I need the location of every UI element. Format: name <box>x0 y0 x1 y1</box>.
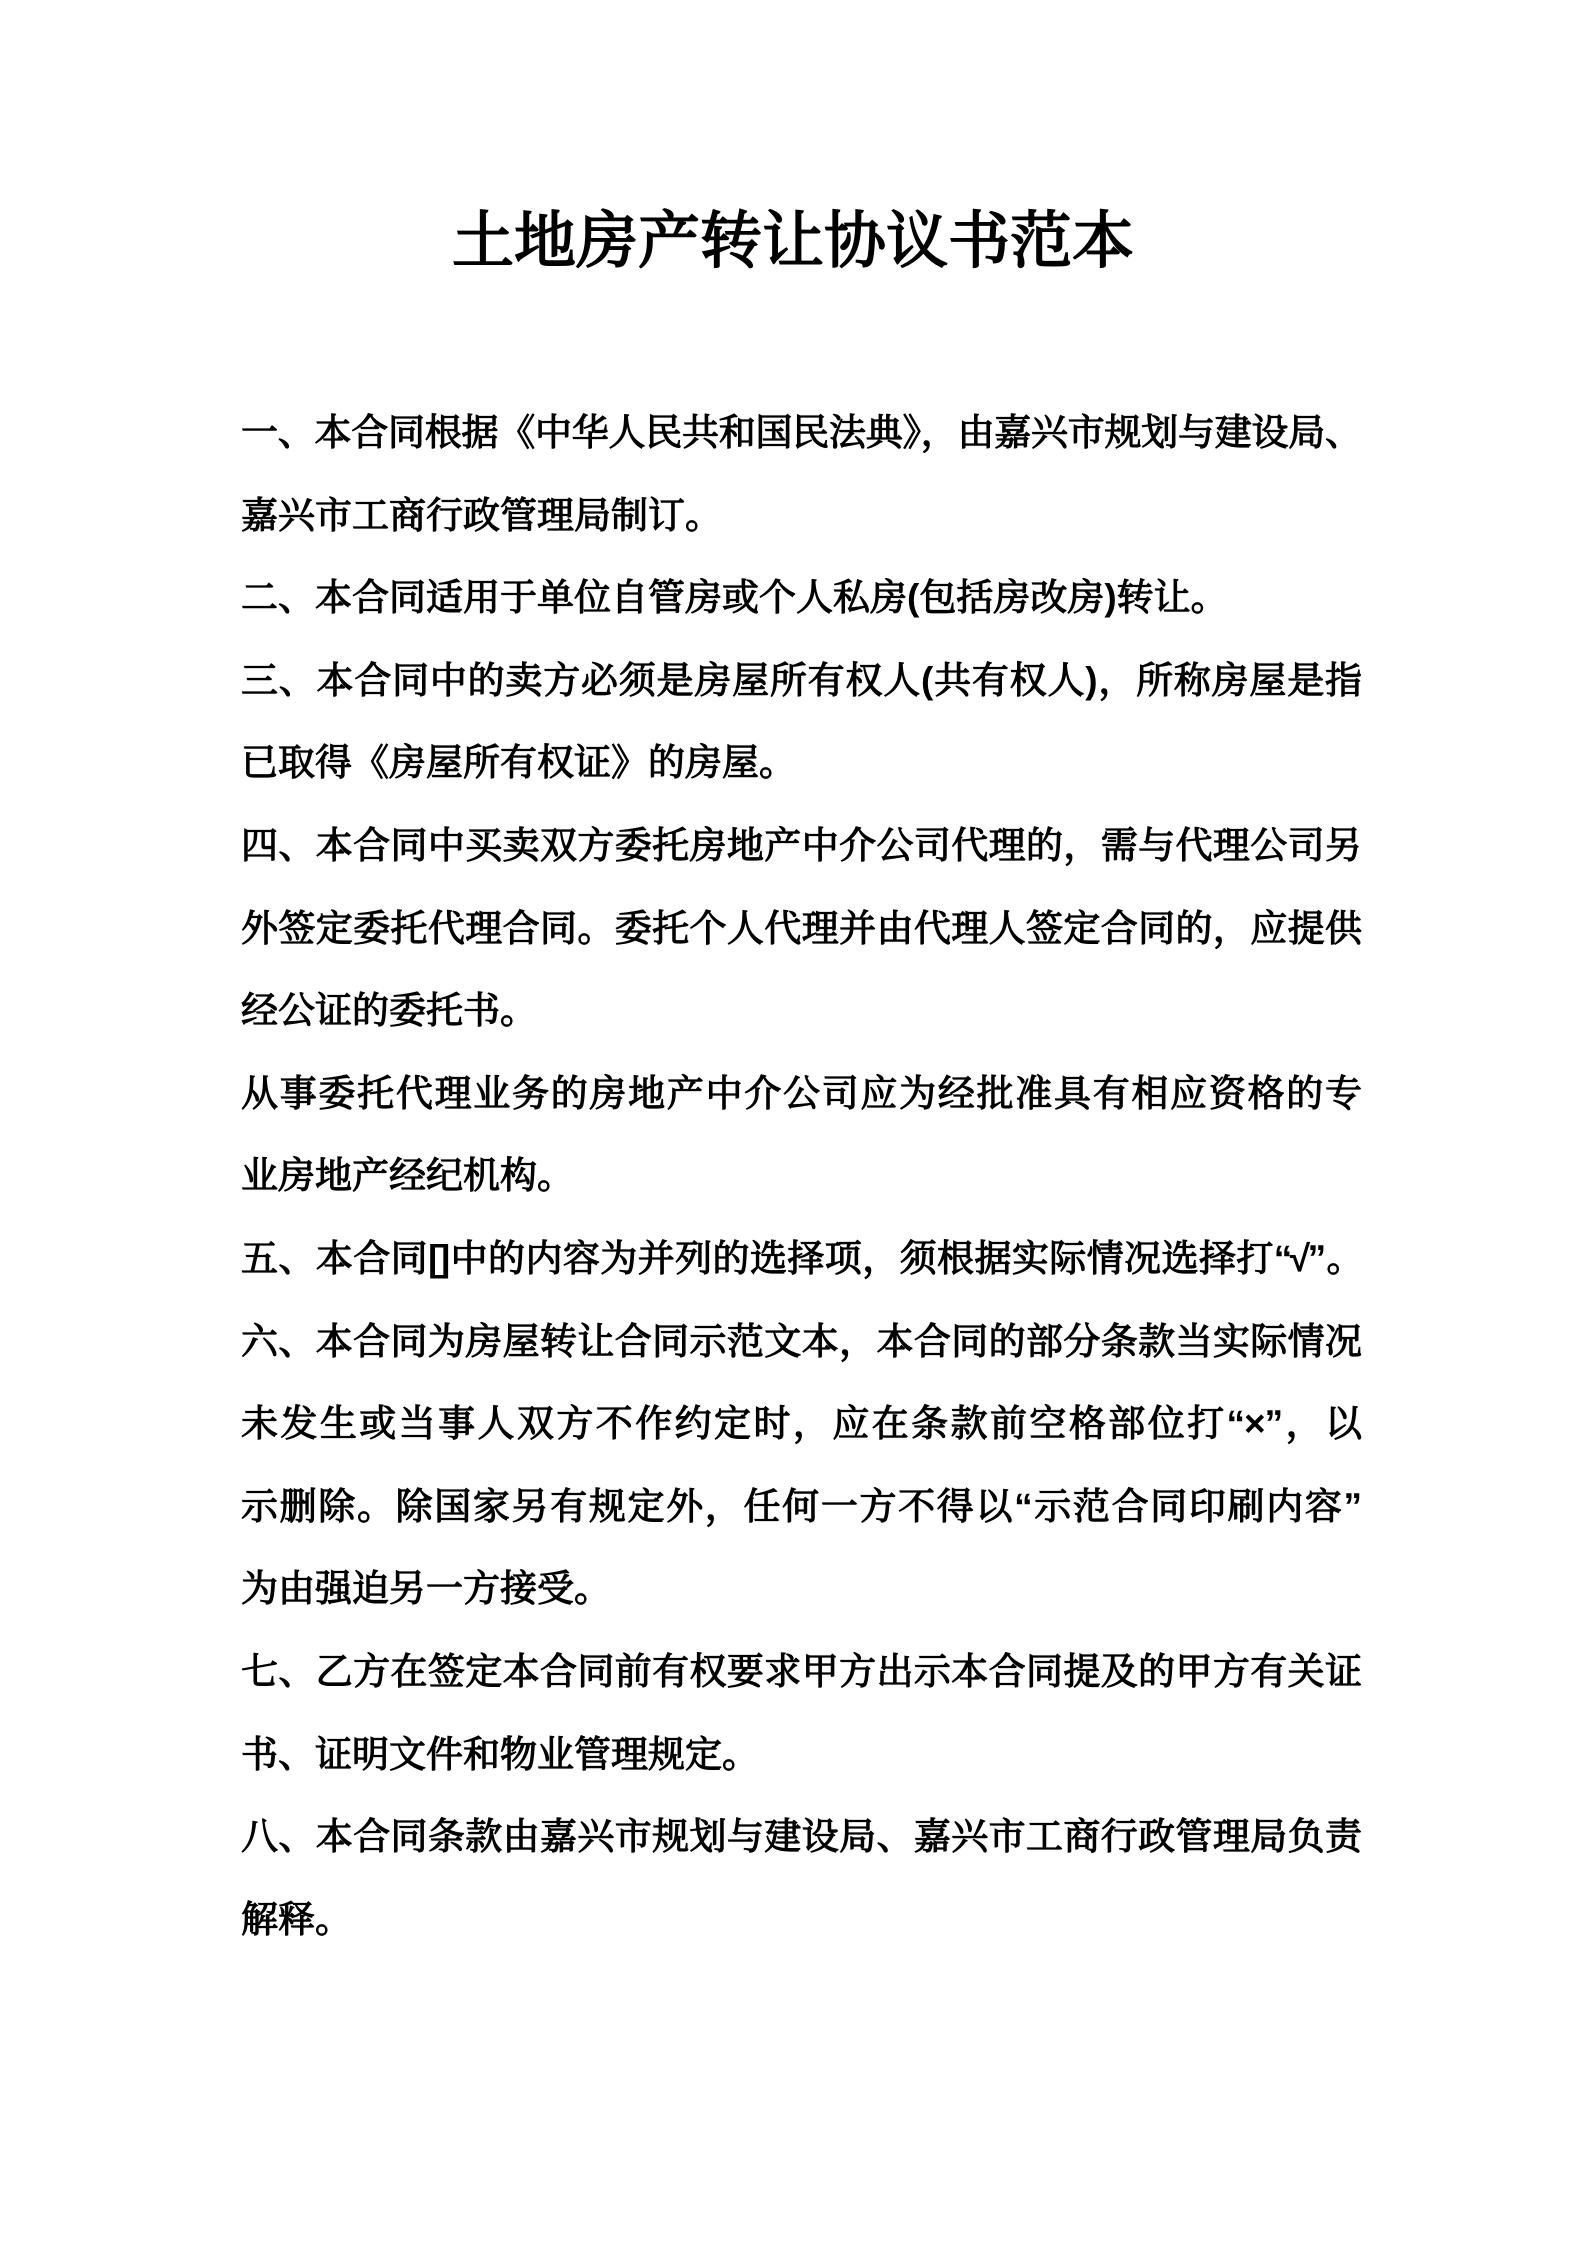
document-line-13: 未发生或当事人双方不作约定时，应在条款前空格部位打“×”，以 <box>241 1403 1361 1445</box>
document-line-18: 八、本合同条款由嘉兴市规划与建设局、嘉兴市工商行政管理局负责 <box>241 1816 1361 1858</box>
document-line-19: 解释。 <box>241 1898 352 1940</box>
document-line-15: 为由强迫另一方接受。 <box>241 1568 611 1610</box>
document-line-16: 七、乙方在签定本合同前有权要求甲方出示本合同提及的甲方有关证 <box>241 1650 1361 1692</box>
document-line-10: 业房地产经纪机构。 <box>241 1155 574 1197</box>
document-line-14: 示删除。除国家另有规定外，任何一方不得以“示范合同印刷内容” <box>241 1485 1361 1527</box>
document-body <box>241 392 1361 1961</box>
document-line-12: 六、本合同为房屋转让合同示范文本，本合同的部分条款当实际情况 <box>241 1320 1361 1362</box>
document-line-7: 外签定委托代理合同。委托个人代理并由代理人签定合同的，应提供 <box>241 907 1361 949</box>
document-line-2: 嘉兴市工商行政管理局制订。 <box>241 494 722 536</box>
document-line-4: 三、本合同中的卖方必须是房屋所有权人(共有权人)，所称房屋是指 <box>241 659 1361 701</box>
document-title: 土地房产转让协议书范本 <box>451 207 1134 276</box>
document-line-3: 二、本合同适用于单位自管房或个人私房(包括房改房)转让。 <box>241 577 1228 619</box>
document-line-9: 从事委托代理业务的房地产中介公司应为经批准具有相应资格的专 <box>241 1072 1361 1114</box>
document-line-17: 书、证明文件和物业管理规定。 <box>241 1733 759 1775</box>
document-line-6: 四、本合同中买卖双方委托房地产中介公司代理的，需与代理公司另 <box>241 824 1361 866</box>
document-line-11: 五、本合同[]中的内容为并列的选择项，须根据实际情况选择打“√”。 <box>241 1237 1361 1279</box>
document-line-1: 一、本合同根据《中华人民共和国民法典》，由嘉兴市规划与建设局、 <box>241 412 1361 453</box>
document-line-8: 经公证的委托书。 <box>241 990 537 1032</box>
document-line-5: 已取得《房屋所有权证》的房屋。 <box>241 742 796 784</box>
